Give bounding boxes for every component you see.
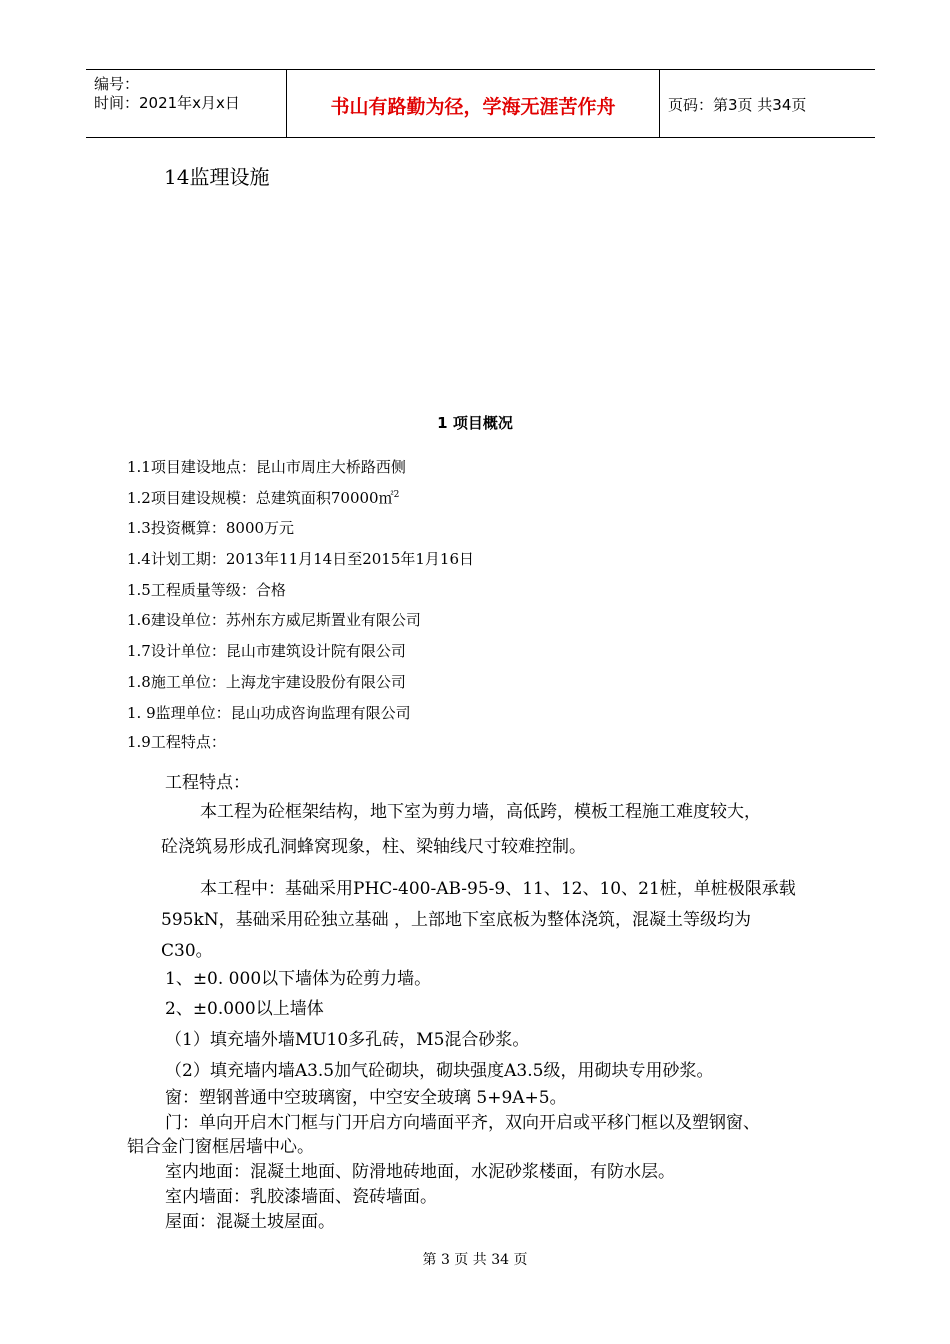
item-1-2 <box>127 487 399 508</box>
header-number: 编号： <box>94 75 140 93</box>
header-time: 时间：2021年x月x日 <box>94 94 240 112</box>
item-1-8: 1.8施工单位：上海龙宇建设股份有限公司 <box>127 673 406 691</box>
item-1-5: 1.5工程质量等级：合格 <box>127 581 286 599</box>
body-line: 门：单向开启木门框与门开启方向墙面平齐，双向开启或平移门框以及塑钢窗、 <box>165 1113 760 1133</box>
header-page-cell <box>660 70 875 137</box>
header-motto: 书山有路勤为径，学海无涯苦作舟 <box>330 96 616 118</box>
header-table <box>86 69 875 138</box>
item-1-4: 1.4计划工期：2013年11月14日至2015年1月16日 <box>127 550 475 568</box>
body-line: 595kN，基础采用砼独立基础 ，上部地下室底板为整体浇筑，混凝土等级均为 <box>161 910 752 930</box>
item-1-6: 1.6建设单位：苏州东方威尼斯置业有限公司 <box>127 611 421 629</box>
item-1-1: 1.1项目建设地点：昆山市周庄大桥路西侧 <box>127 458 406 476</box>
body-line: 2、±0.000以上墙体 <box>165 999 324 1019</box>
header-motto-cell <box>287 70 660 137</box>
body-line: （1）填充墙外墙MU10多孔砖，M5混合砂浆。 <box>165 1030 530 1050</box>
item-1-2-sup: 2 <box>393 490 400 500</box>
body-line: 室内墙面：乳胶漆墙面、瓷砖墙面。 <box>165 1187 437 1207</box>
item-1-9-features: 1.9工程特点： <box>127 733 226 751</box>
body-line: 1、±0. 000以下墙体为砼剪力墙。 <box>165 969 432 989</box>
body-line: 屋面：混凝土坡屋面。 <box>165 1212 335 1232</box>
toc-line: 14监理设施 <box>164 165 270 189</box>
body-line: （2）填充墙内墙A3.5加气砼砌块，砌块强度A3.5级，用砌块专用砂浆。 <box>165 1061 714 1081</box>
body-line: 砼浇筑易形成孔洞蜂窝现象，柱、梁轴线尺寸较难控制。 <box>161 837 586 857</box>
header-info-cell <box>86 70 287 137</box>
body-line: 本工程中：基础采用PHC-400-AB-95-9、11、12、10、21桩，单桩极限承载 <box>200 879 796 899</box>
body-line: 室内地面：混凝土地面、防滑地砖地面，水泥砂浆楼面，有防水层。 <box>165 1162 675 1182</box>
header-page-number: 页码：第3页 共34页 <box>668 96 807 114</box>
body-line: 铝合金门窗框居墙中心。 <box>127 1137 314 1157</box>
body-line: C30。 <box>161 941 213 961</box>
item-1-3: 1.3投资概算：8000万元 <box>127 519 295 537</box>
item-1-7: 1.7设计单位：昆山市建筑设计院有限公司 <box>127 642 406 660</box>
item-1-2-text: 1.2项目建设规模：总建筑面积70000㎡ <box>127 489 394 507</box>
body-line: 窗：塑钢普通中空玻璃窗，中空安全玻璃 5+9A+5。 <box>165 1088 567 1108</box>
body-line: 本工程为砼框架结构，地下室为剪力墙，高低跨，模板工程施工难度较大， <box>200 802 761 822</box>
section-title: 1 项目概况 <box>437 414 513 432</box>
page-footer: 第 3 页 共 34 页 <box>422 1252 528 1268</box>
body-line: 工程特点： <box>165 773 250 793</box>
item-1-9-supervisor: 1. 9监理单位：昆山功成咨询监理有限公司 <box>127 704 411 722</box>
